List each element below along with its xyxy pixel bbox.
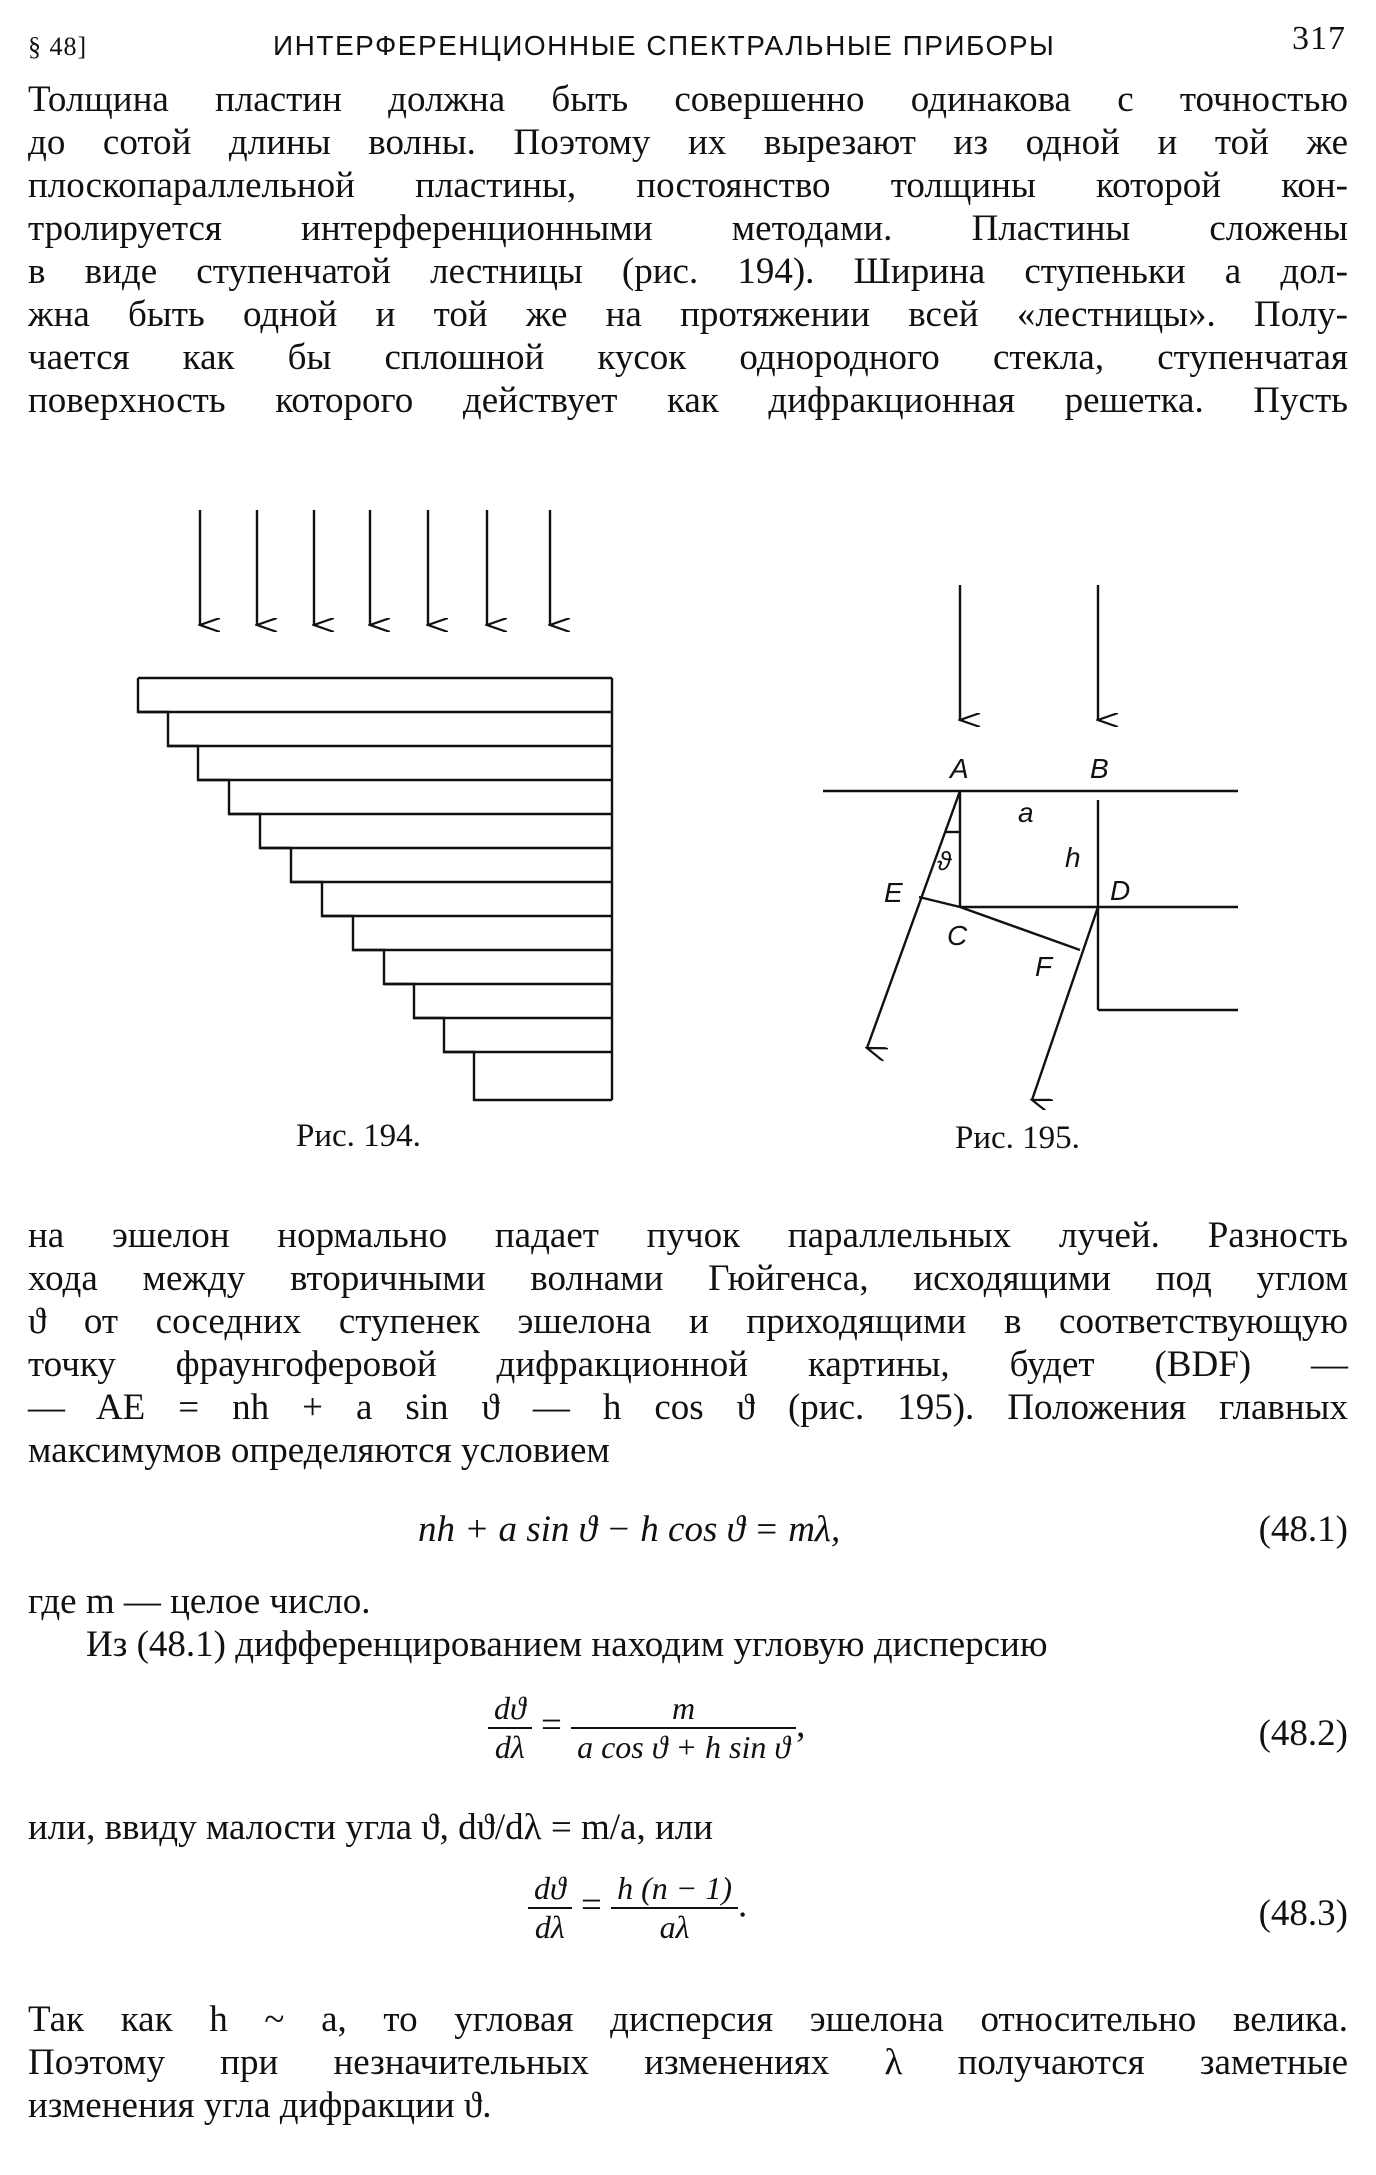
mid-paragraph xyxy=(28,1580,1348,1666)
figure-194-echelon xyxy=(120,505,640,1125)
equation-number: (48.2) xyxy=(1258,1713,1348,1754)
label-h: h xyxy=(1065,842,1081,873)
text-line: или, ввиду малости угла ϑ, dϑ/dλ = m/a, или xyxy=(28,1807,714,1848)
text-line: до сотой длины волны. Поэтому их вырезают из одной и той же xyxy=(28,122,1348,163)
equation-48-1 xyxy=(28,1508,1348,1554)
line-cf xyxy=(960,907,1080,950)
page-header xyxy=(28,18,1346,68)
label-B: B xyxy=(1090,753,1109,784)
label-theta: ϑ xyxy=(937,846,952,876)
text-line: Так как h ~ a, то угловая дисперсия эшелона относительно велика. xyxy=(28,1999,1348,2040)
body-paragraph xyxy=(28,1214,1348,1472)
label-F: F xyxy=(1035,951,1053,982)
text-line: жна быть одной и той же на протяжении всей «лестницы». Полу- xyxy=(28,294,1348,335)
small-angle-line xyxy=(28,1806,1348,1849)
incident-rays xyxy=(200,510,550,625)
text-line: чается как бы сплошной кусок однородного стекла, ступенчатая xyxy=(28,337,1348,378)
page-number: 317 xyxy=(1292,20,1346,57)
text-line: хода между вторичными волнами Гюйгенса, исходящими под углом xyxy=(28,1258,1348,1299)
label-A: A xyxy=(950,753,969,784)
intro-paragraph xyxy=(28,78,1348,422)
label-D: D xyxy=(1110,875,1131,906)
line-ec xyxy=(919,897,960,907)
figure-195-caption: Рис. 195. xyxy=(955,1120,1080,1156)
text-line: ϑ от соседних ступенек эшелона и приходящими в соответствующую xyxy=(28,1301,1348,1342)
figure-194-caption: Рис. 194. xyxy=(296,1118,421,1154)
text-line: изменения угла дифракции ϑ. xyxy=(28,2085,492,2126)
text-line: максимумов определяются условием xyxy=(28,1430,610,1471)
equation-body: nh + a sin ϑ − h cos ϑ = mλ, xyxy=(418,1509,841,1550)
final-paragraph xyxy=(28,1998,1348,2127)
text-line: в виде ступенчатой лестницы (рис. 194). Ширина ступеньки a дол- xyxy=(28,251,1348,292)
equation-48-2: $\frac{dϑ}{d\lambda}$ = $\frac{m}{\text{a cos ϑ + h sin ϑ}}$ , (48.2) xyxy=(28,1690,1348,1780)
text-line: Из (48.1) дифференцированием находим угловую дисперсию xyxy=(86,1624,1048,1665)
text-line: тролируется интерференционными методами. Пластины сложены xyxy=(28,208,1348,249)
equation-48-3: $\frac{dϑ}{d\lambda}$ = $\frac{h (n - 1)}{a\lambda}$ . (48.3) xyxy=(28,1870,1348,1960)
fraction-rhs: $\frac{h (n - 1)}{a\lambda}$ xyxy=(611,1870,738,1946)
text-line: Толщина пластин должна быть совершенно одинакова с точностью xyxy=(28,79,1348,120)
text-line: поверхность которого действует как дифракционная решетка. Пусть xyxy=(28,380,1348,421)
text-line: на эшелон нормально падает пучок параллельных лучей. Разность xyxy=(28,1215,1348,1256)
fraction-rhs: $\frac{m}{\text{a cos ϑ + h sin ϑ}}$ xyxy=(571,1690,796,1766)
text-line: где m — целое число. xyxy=(28,1581,371,1622)
figure-195-step-geometry xyxy=(810,570,1260,1110)
label-E: E xyxy=(884,877,903,908)
fraction-lhs: $\frac{dϑ}{d\lambda}$ xyxy=(488,1690,532,1766)
equation-number: (48.1) xyxy=(1258,1509,1348,1550)
label-a: a xyxy=(1018,797,1034,828)
text-line: плоскопараллельной пластины, постоянство толщины которой кон- xyxy=(28,165,1348,206)
text-line: точку фраунгоферовой дифракционной картины, будет (BDF) — xyxy=(28,1344,1348,1385)
running-title: ИНТЕРФЕРЕНЦИОННЫЕ СПЕКТРАЛЬНЫЕ ПРИБОРЫ xyxy=(273,30,1056,61)
label-C: C xyxy=(947,920,968,951)
equation-number: (48.3) xyxy=(1258,1893,1348,1934)
stair-plates xyxy=(138,678,612,1100)
text-line: — AE = nh + a sin ϑ — h cos ϑ (рис. 195). Положения главных xyxy=(28,1387,1348,1428)
section-number: § 48] xyxy=(28,32,88,61)
fraction-lhs: $\frac{dϑ}{d\lambda}$ xyxy=(528,1870,572,1946)
text-line: Поэтому при незначительных изменениях λ получаются заметные xyxy=(28,2042,1348,2083)
